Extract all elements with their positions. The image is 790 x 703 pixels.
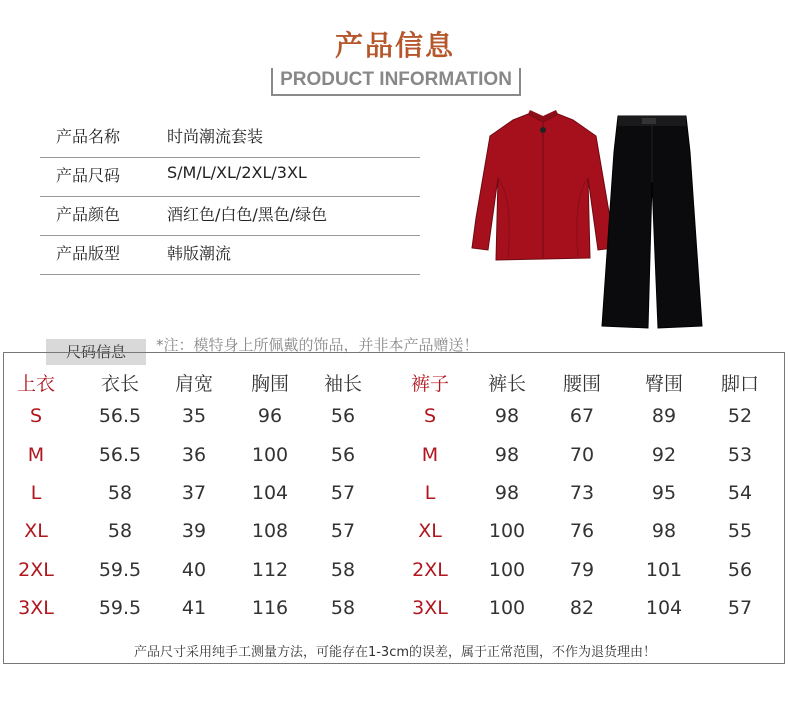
table-cell: 52 — [727, 405, 753, 427]
table-cell: 56 — [727, 559, 753, 581]
table-cell: 57 — [330, 482, 356, 504]
size-label-cell: 2XL — [412, 559, 448, 581]
table-header-cell: 上衣 — [16, 373, 55, 395]
page-title: 产品信息 — [334, 29, 455, 62]
info-value: 韩版潮流 — [167, 244, 232, 263]
table-cell: 56.5 — [98, 444, 142, 466]
table-header-cell: 肩宽 — [174, 373, 213, 395]
table-cell: 59.5 — [98, 559, 142, 581]
table-header-cell: 衣长 — [100, 373, 139, 395]
info-label: 产品颜色 — [56, 205, 121, 224]
table-cell: 59.5 — [98, 597, 142, 619]
table-cell: 57 — [727, 597, 753, 619]
table-cell: 36 — [181, 444, 207, 466]
info-row-style — [40, 235, 420, 275]
table-cell: 100 — [488, 520, 526, 542]
table-cell: 58 — [107, 482, 133, 504]
table-cell: 100 — [488, 559, 526, 581]
info-row-name — [40, 118, 420, 158]
table-cell: 98 — [651, 520, 677, 542]
table-cell: 37 — [181, 482, 207, 504]
table-cell: 104 — [251, 482, 289, 504]
table-cell: 53 — [727, 444, 753, 466]
table-header-cell: 胸围 — [250, 373, 289, 395]
table-header-cell: 臀围 — [644, 373, 683, 395]
table-cell: 73 — [569, 482, 595, 504]
table-cell: 39 — [181, 520, 207, 542]
table-header-cell: 裤长 — [487, 373, 526, 395]
table-cell: 55 — [727, 520, 753, 542]
info-label: 产品尺码 — [56, 166, 121, 185]
table-header-cell: 袖长 — [323, 373, 362, 395]
table-cell: 56 — [330, 444, 356, 466]
table-cell: 101 — [645, 559, 683, 581]
table-cell: 100 — [488, 597, 526, 619]
size-label-cell: XL — [24, 520, 48, 542]
size-label-cell: M — [421, 444, 439, 466]
measurement-disclaimer: 产品尺寸采用纯手工测量方法，可能存在1-3cm的误差，属于正常范围，不作为退货理由！ — [133, 645, 657, 660]
size-label-cell: L — [424, 482, 436, 504]
table-cell: 58 — [107, 520, 133, 542]
red-blouse-image — [468, 108, 618, 268]
table-cell: 96 — [257, 405, 283, 427]
table-cell: 116 — [251, 597, 289, 619]
table-cell: 98 — [494, 444, 520, 466]
table-header-cell: 裤子 — [410, 373, 449, 395]
size-label-cell: 2XL — [18, 559, 54, 581]
info-value: 酒红色/白色/黑色/绿色 — [167, 205, 328, 224]
size-label-cell: M — [27, 444, 45, 466]
table-cell: 40 — [181, 559, 207, 581]
info-value: 时尚潮流套装 — [167, 127, 264, 146]
size-label-cell: L — [30, 482, 42, 504]
accessory-note: *注：模特身上所佩戴的饰品，并非本产品赠送！ — [156, 336, 479, 354]
info-label: 产品名称 — [56, 127, 121, 146]
table-cell: 98 — [494, 405, 520, 427]
info-row-size — [40, 157, 420, 197]
table-cell: 67 — [569, 405, 595, 427]
table-cell: 41 — [181, 597, 207, 619]
black-pants-image — [598, 112, 703, 332]
size-label-cell: XL — [418, 520, 442, 542]
table-cell: 57 — [330, 520, 356, 542]
table-cell: 98 — [494, 482, 520, 504]
table-header-cell: 脚口 — [720, 373, 759, 395]
size-label-cell: S — [29, 405, 43, 427]
page-subtitle: PRODUCT INFORMATION — [271, 68, 521, 96]
table-header-cell: 腰围 — [562, 373, 601, 395]
size-label-cell: S — [423, 405, 437, 427]
size-info-tab: 尺码信息 — [46, 339, 146, 365]
table-cell: 112 — [251, 559, 289, 581]
info-row-color — [40, 196, 420, 236]
table-cell: 79 — [569, 559, 595, 581]
table-cell: 92 — [651, 444, 677, 466]
info-value: S/M/L/XL/2XL/3XL — [167, 163, 307, 182]
table-cell: 56.5 — [98, 405, 142, 427]
table-cell: 56 — [330, 405, 356, 427]
table-cell: 100 — [251, 444, 289, 466]
size-label-cell: 3XL — [412, 597, 448, 619]
table-cell: 58 — [330, 597, 356, 619]
table-cell: 35 — [181, 405, 207, 427]
table-cell: 104 — [645, 597, 683, 619]
table-cell: 54 — [727, 482, 753, 504]
info-label: 产品版型 — [56, 244, 121, 263]
table-cell: 70 — [569, 444, 595, 466]
table-cell: 58 — [330, 559, 356, 581]
table-cell: 95 — [651, 482, 677, 504]
size-label-cell: 3XL — [18, 597, 54, 619]
table-cell: 108 — [251, 520, 289, 542]
table-cell: 89 — [651, 405, 677, 427]
table-cell: 76 — [569, 520, 595, 542]
table-cell: 82 — [569, 597, 595, 619]
